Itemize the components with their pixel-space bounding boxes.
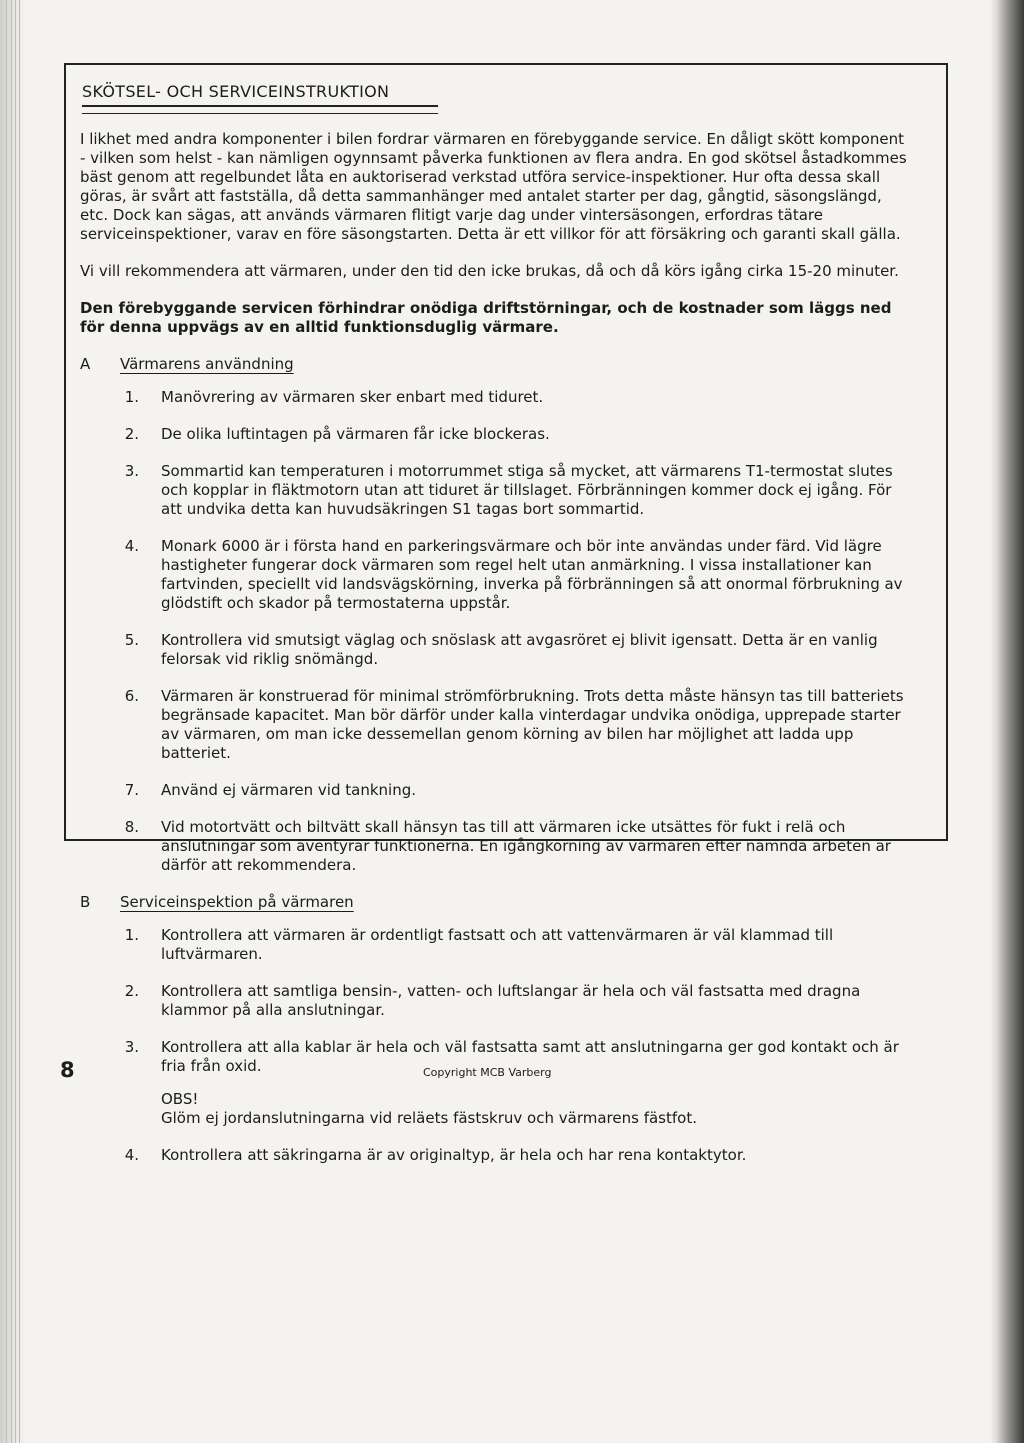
item-text: Kontrollera att säkringarna är av originaltyp, är hela och har rena kontaktytor. <box>161 1146 747 1164</box>
list-item <box>80 388 910 407</box>
item-text: Kontrollera att samtliga bensin-, vatten- och luftslangar är hela och väl fastsatta med dragna klammor på alla anslutningar. <box>161 982 861 1019</box>
item-number: 8. <box>124 818 139 836</box>
list-item <box>80 818 910 875</box>
section-a-list <box>80 388 910 875</box>
list-item <box>80 1146 910 1165</box>
item-text: Monark 6000 är i första hand en parkeringsvärmare och bör inte användas under färd. Vid lägre hastigheter fungerar dock värmaren som regel helt utan anmärkning. I vissa installationer kan fartvinden, speciellt vid landsvägskörning, inverka på förbränningen så att onormal förbrukning av glödstift och skador på termostaterna uppstår. <box>161 537 903 612</box>
section-a-title: Värmarens användning <box>120 355 294 373</box>
preventive-paragraph: Den förebyggande servicen förhindrar onödiga driftstörningar, och de kostnader som läggs ned för denna uppvägs av en alltid funktionsduglig värmare. <box>80 299 892 336</box>
item-text: Kontrollera vid smutsigt väglag och snöslask att avgasröret ej blivit igensatt. Detta är en vanlig felorsak vid riklig snömängd. <box>161 631 878 668</box>
item-number: 3. <box>124 462 139 480</box>
list-item <box>80 781 910 800</box>
item-text: Använd ej värmaren vid tankning. <box>161 781 416 799</box>
item-text: Sommartid kan temperaturen i motorrummet stiga så mycket, att värmarens T1-termostat slutes och kopplar in fläktmotorn utan att tiduret är tillslaget. Förbränningen kommer dock ej igång. För att undvika detta kan huvudsäkringen S1 tagas bort sommartid. <box>161 462 893 518</box>
item-number: 1. <box>124 926 139 944</box>
list-item <box>80 1038 910 1128</box>
item-number: 3. <box>124 1038 139 1056</box>
item-text: Kontrollera att värmaren är ordentligt fastsatt och att vattenvärmaren är väl klammad till luftvärmaren. <box>161 926 834 963</box>
list-item <box>80 631 910 669</box>
item-number: 6. <box>124 687 139 705</box>
obs-label: OBS! <box>161 1090 199 1108</box>
item-number: 2. <box>124 982 139 1000</box>
item-number: 4. <box>124 1146 139 1164</box>
section-b-list <box>80 926 910 1165</box>
item-text: Manövrering av värmaren sker enbart med tiduret. <box>161 388 544 406</box>
copyright-notice: Copyright MCB Varberg <box>423 1066 552 1079</box>
section-a-letter: A <box>80 355 91 373</box>
title-double-rule <box>82 105 438 114</box>
page-number: 8 <box>60 1058 75 1082</box>
intro-paragraph: I likhet med andra komponenter i bilen fordrar värmaren en förebyggande service. En dåligt skött komponent - vilken som helst - kan nämligen ogynnsamt påverka funktionen av flera andra. En god skötsel åstadkommes bäst genom att regelbundet låta en auktoriserad verkstad utföra service-inspektioner. Hur ofta dessa skall göras, är svårt att fastställa, då detta sammanhänger med antalet starter per dag, gångtid, säsongslängd, etc. Dock kan sägas, att används värmaren flitigt varje dag under vintersäsongen, erfordras tätare serviceinspektioner, varav en före säsongstarten. Detta är ett villkor för att försäkring och garanti skall gälla. <box>80 130 907 243</box>
item-number: 7. <box>124 781 139 799</box>
page-binding-right <box>990 0 1024 1443</box>
section-b-title: Serviceinspektion på värmaren <box>120 893 354 911</box>
item-number: 4. <box>124 537 139 555</box>
document-body <box>80 82 910 1183</box>
section-a-header <box>80 355 910 374</box>
list-item <box>80 462 910 519</box>
list-item <box>80 425 910 444</box>
section-b-header <box>80 893 910 912</box>
item-text: Kontrollera att alla kablar är hela och väl fastsatta samt att anslutningarna ger god kontakt och är fria från oxid. <box>161 1038 899 1075</box>
item-text: De olika luftintagen på värmaren får icke blockeras. <box>161 425 550 443</box>
item-text: Vid motortvätt och biltvätt skall hänsyn tas till att värmaren icke utsättes för fukt i relä och anslutningar som äventyrar funktionerna. En igångkörning av värmaren efter nämnda arbeten är därför att rekommendera. <box>161 818 891 874</box>
list-item <box>80 687 910 763</box>
list-item <box>80 982 910 1020</box>
item-number: 5. <box>124 631 139 649</box>
item-number: 2. <box>124 425 139 443</box>
page-binding-left <box>0 0 26 1443</box>
list-item <box>80 926 910 964</box>
recommendation-paragraph: Vi vill rekommendera att värmaren, under den tid den icke brukas, då och då körs igång cirka 15-20 minuter. <box>80 262 899 280</box>
list-item <box>80 537 910 613</box>
item-number: 1. <box>124 388 139 406</box>
item-text: Värmaren är konstruerad för minimal strömförbrukning. Trots detta måste hänsyn tas till batteriets begränsade kapacitet. Man bör därför under kalla vinterdagar undvika onödiga, upprepade starter av värmaren, om man icke dessemellan genom körning av bilen har möjlighet att ladda upp batteriet. <box>161 687 904 762</box>
page-title: SKÖTSEL- OCH SERVICEINSTRUKTION <box>82 82 390 101</box>
item-body <box>161 1038 910 1128</box>
obs-text: Glöm ej jordanslutningarna vid reläets fästskruv och värmarens fästfot. <box>161 1109 697 1127</box>
section-b-letter: B <box>80 893 91 911</box>
